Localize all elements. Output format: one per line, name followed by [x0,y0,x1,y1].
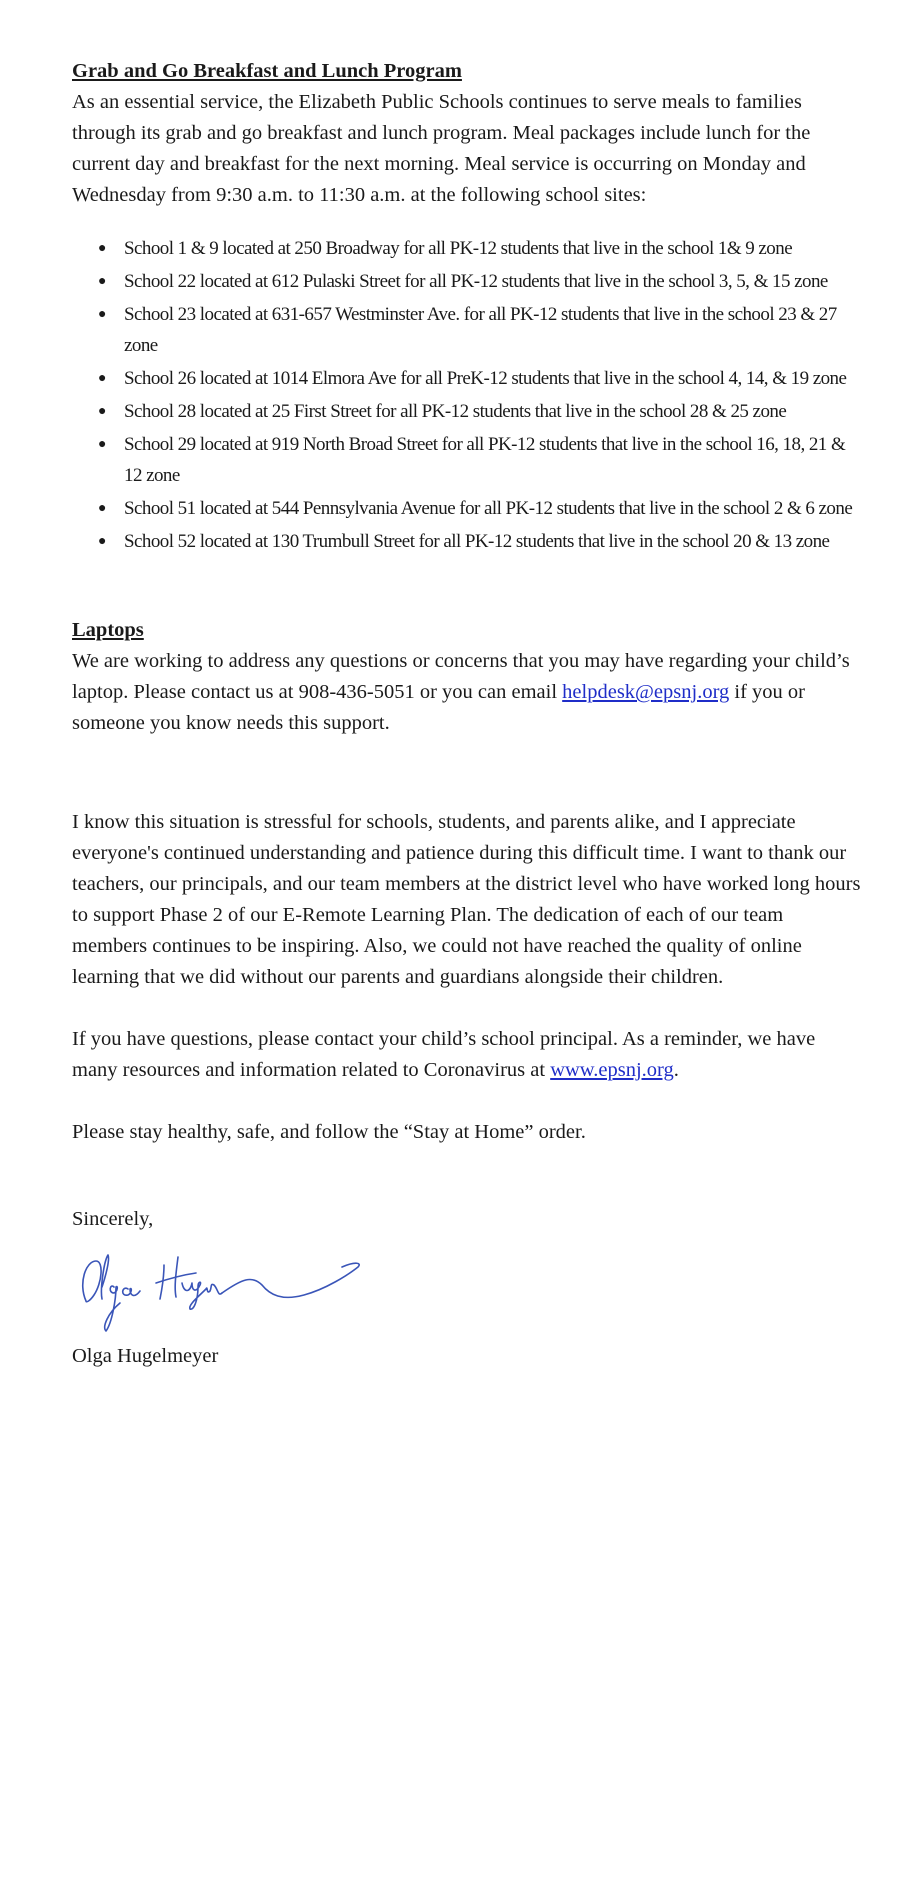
breakfast-lunch-section [72,56,862,557]
bullet-icon: ● [98,371,106,386]
epsnj-website-link[interactable]: www.epsnj.org [550,1059,674,1081]
school-site-item [98,363,862,394]
breakfast-lunch-intro: As an essential service, the Elizabeth Public Schools continues to serve meals to families through its grab and go breakfast and lunch program. Meal packages include lunch for the current day and breakfast for the next morning. Meal service is occurring on Monday and Wednesday from 9:30 a.m. to 11:30 a.m. at the following school sites: [72,91,811,206]
laptops-text-after-link: if you or someone you know needs this support. [72,681,806,734]
sign-off: Sincerely, [72,1208,154,1230]
stay-healthy-line: Please stay healthy, safe, and follow the “Stay at Home” order. [72,1121,586,1143]
school-site-item [98,526,862,557]
school-site-item [98,493,862,524]
bullet-icon: ● [98,437,106,452]
signature-icon [72,1239,372,1339]
breakfast-lunch-heading: Grab and Go Breakfast and Lunch Program [72,60,462,82]
school-site-item [98,233,862,264]
school-site-item [98,266,862,297]
bullet-icon: ● [98,274,106,289]
school-site-text: School 51 located at 544 Pennsylvania Avenue for all PK-12 students that live in the school 2 & 6 zone [124,498,853,519]
laptops-text-before-link: We are working to address any questions or concerns that you may have regarding your child’s laptop. Please contact us at 908-436-5051 or you can email [72,650,850,703]
questions-text-after-link: . [673,1059,679,1081]
bullet-icon: ● [98,501,106,516]
school-site-text: School 29 located at 919 North Broad Street for all PK-12 students that live in the school 16, 18, 21 & 12 zone [124,434,846,486]
school-site-item [98,429,862,491]
questions-paragraph [72,1024,862,1086]
bullet-icon: ● [98,241,106,256]
letter-page [72,56,862,1372]
signer-name: Olga Hugelmeyer [72,1345,219,1367]
school-sites-list [72,233,862,557]
appreciation-paragraph: I know this situation is stressful for schools, students, and parents alike, and I appreciate everyone's continued understanding and patience during this difficult time. I want to thank our teachers, our principals, and our team members at the district level who have worked long hours to support Phase 2 of our E-Remote Learning Plan. The dedication of each of our team members continues to be inspiring. Also, we could not have reached the quality of online learning that we did without our parents and guardians alongside their children. [72,811,861,988]
school-site-text: School 22 located at 612 Pulaski Street for all PK-12 students that live in the school 3, 5, & 15 zone [124,271,828,292]
laptops-paragraph [72,646,862,739]
laptops-section [72,615,862,739]
school-site-text: School 26 located at 1014 Elmora Ave for all PreK-12 students that live in the school 4, 14, & 19 zone [124,368,847,389]
school-site-text: School 52 located at 130 Trumbull Street for all PK-12 students that live in the school 20 & 13 zone [124,531,830,552]
school-site-item [98,396,862,427]
school-site-text: School 23 located at 631-657 Westminster Ave. for all PK-12 students that live in the school 23 & 27 zone [124,304,837,356]
questions-text-before-link: If you have questions, please contact your child’s school principal. As a reminder, we have many resources and information related to Coronavirus at [72,1028,816,1081]
school-site-text: School 28 located at 25 First Street for all PK-12 students that live in the school 28 & 25 zone [124,401,787,422]
bullet-icon: ● [98,534,106,549]
bullet-icon: ● [98,404,106,419]
helpdesk-email-link[interactable]: helpdesk@epsnj.org [562,681,730,703]
school-site-item [98,299,862,361]
bullet-icon: ● [98,307,106,322]
school-site-text: School 1 & 9 located at 250 Broadway for all PK-12 students that live in the school 1& 9 zone [124,238,793,259]
closing-section [72,807,862,1372]
laptops-heading: Laptops [72,619,144,641]
